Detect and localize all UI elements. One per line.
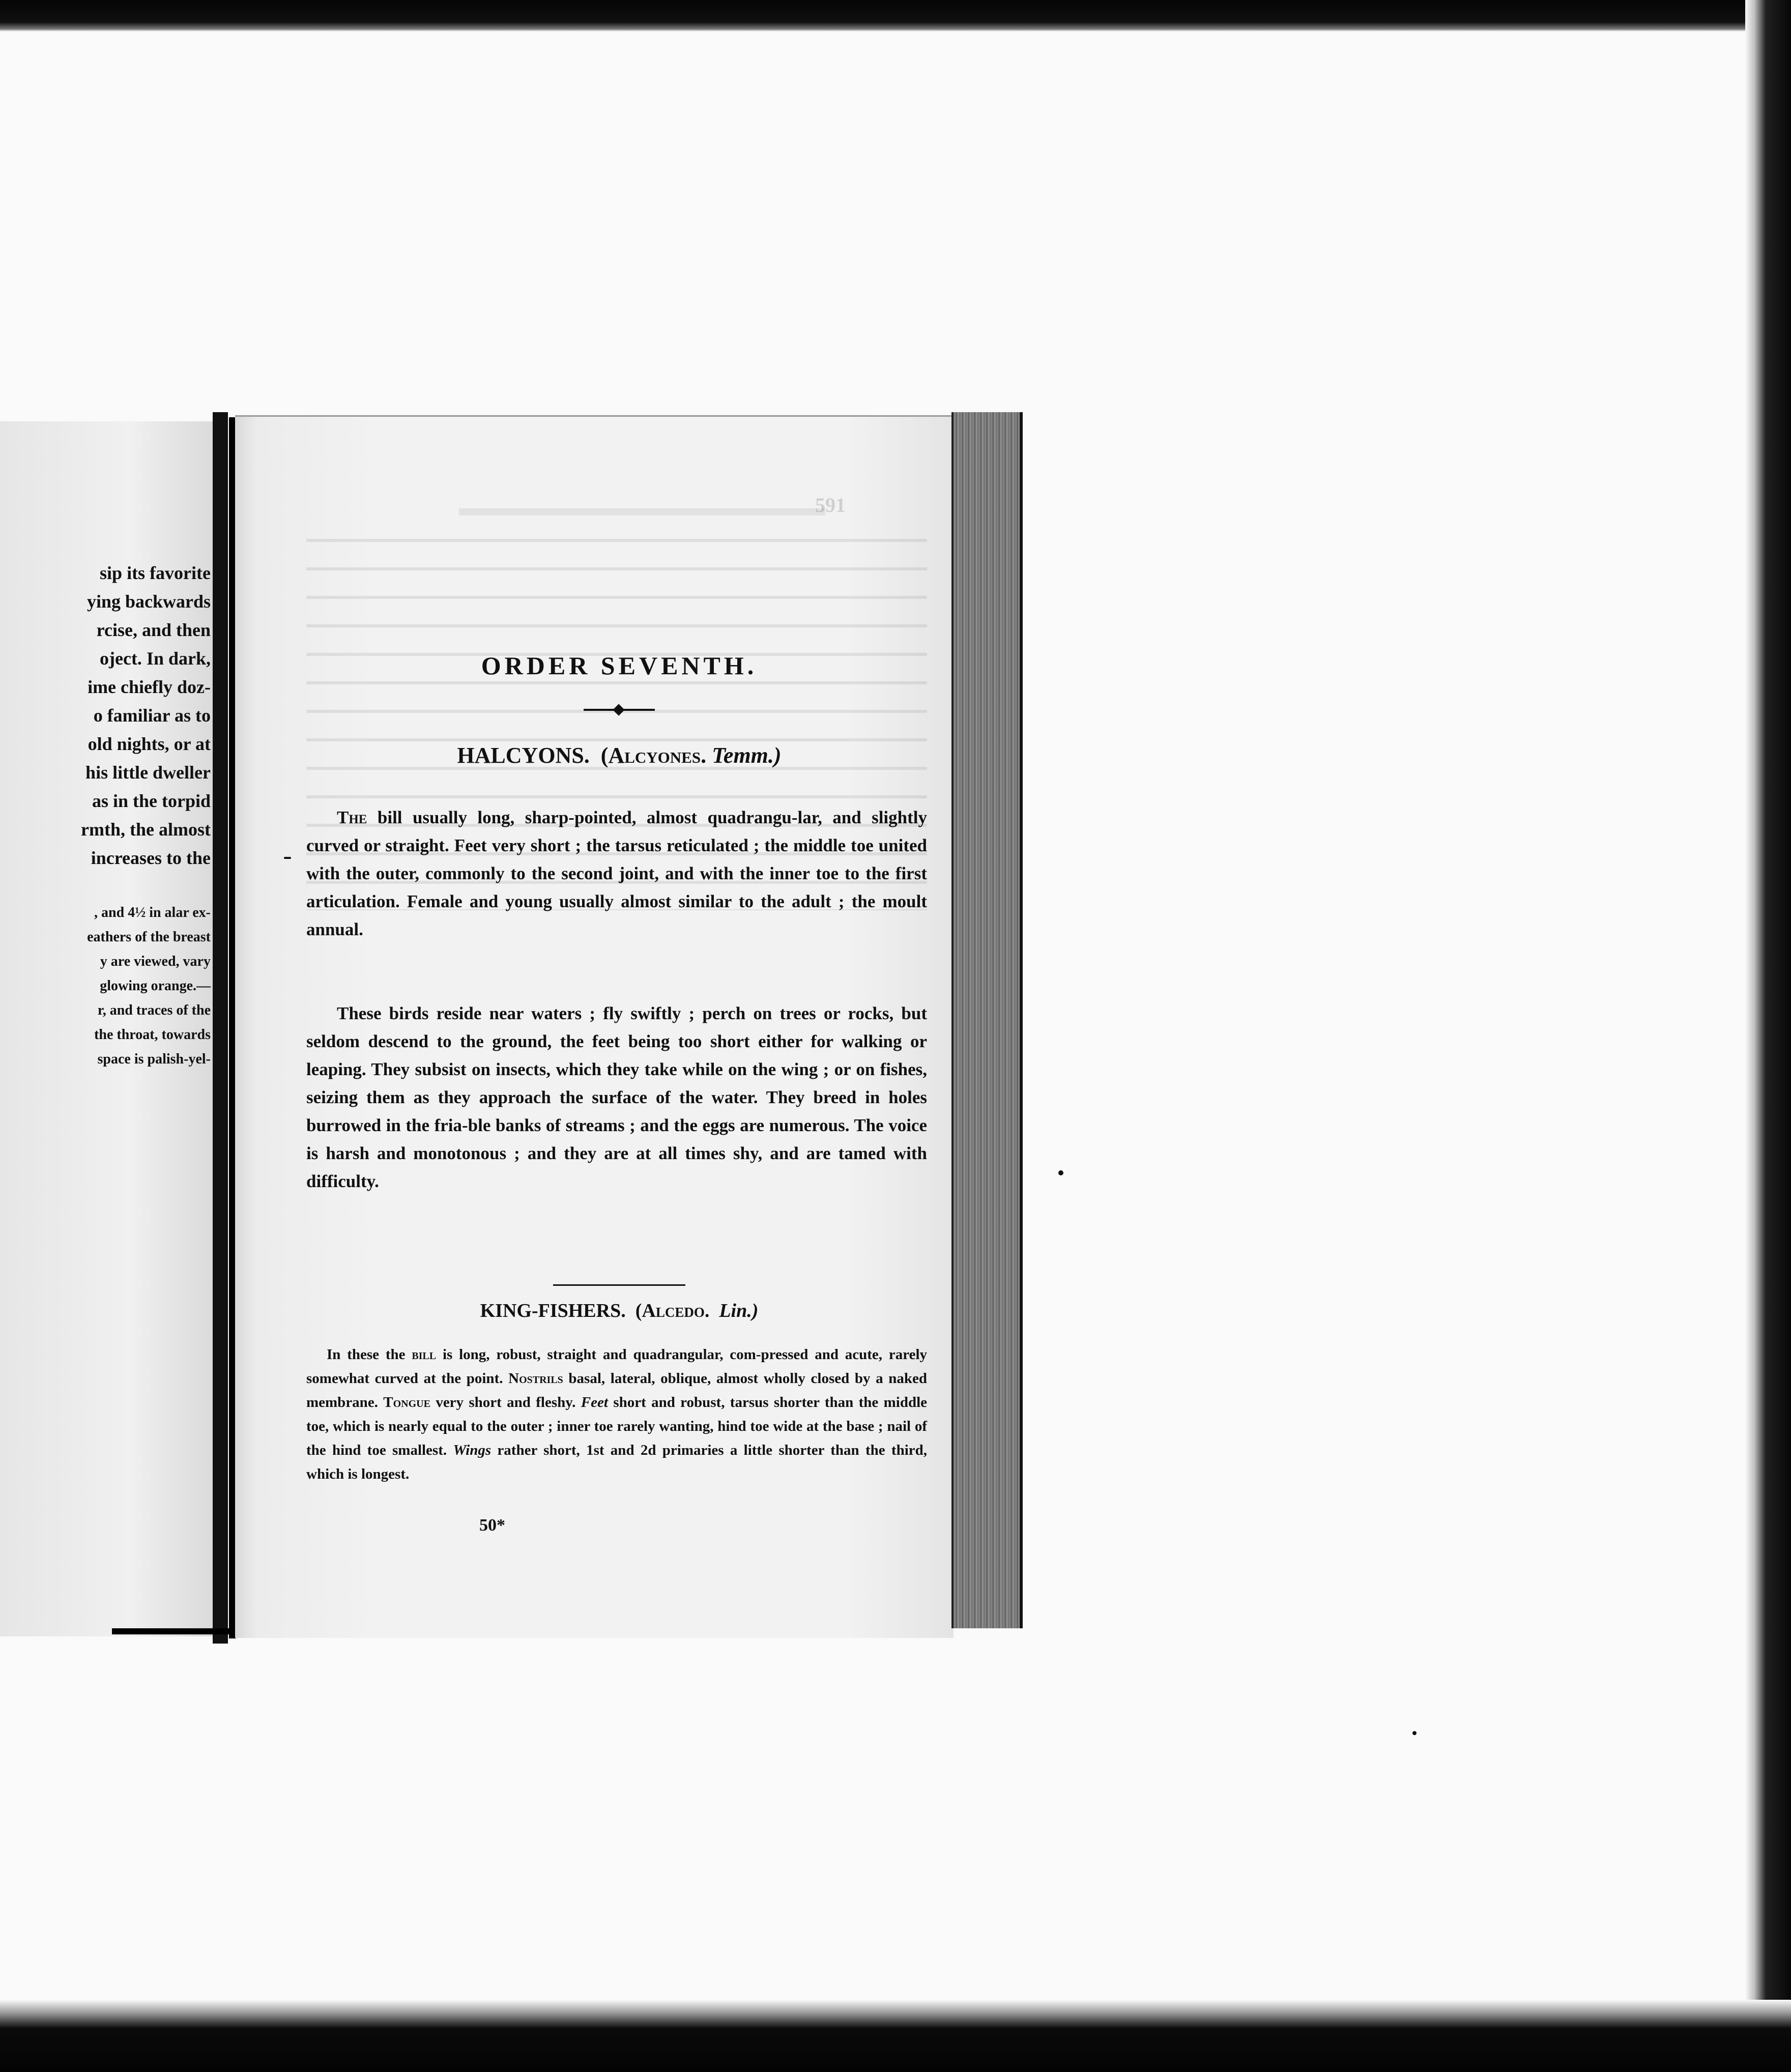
ornament-divider xyxy=(584,704,655,715)
genus-text: short and robust, tarsus shorter than the middle toe, which is nearly equal to the outer ; inner toe rarely wanting, hind toe wide at the base ; nail of the hind toe smallest. xyxy=(306,1394,928,1458)
left-page xyxy=(0,421,218,1636)
scan-edge-right xyxy=(1745,0,1791,2072)
paragraph-habits: These birds reside near waters ; fly swiftly ; perch on trees or rocks, but seldom descend to the ground, the feet being too short either for walking or leaping. They subsist on insects, which they take while on the wing ; or on fishes, seizing them as they approach the surface of the water. They breed in holes burrowed in the fria-ble banks of streams ; and the eggs are numerous. The voice is harsh and monotonous ; and they are at all times shy, and are tamed with difficulty. xyxy=(306,1003,927,1191)
section-authority: Temm.) xyxy=(712,743,782,768)
paragraph-characters xyxy=(306,803,927,943)
left-line: old nights, or at xyxy=(88,734,211,754)
left-line: as in the torpid xyxy=(92,791,211,811)
genus-latin-name: (Alcedo. xyxy=(635,1300,710,1321)
left-small-line: glowing orange.— xyxy=(100,978,211,994)
ornament-diamond xyxy=(613,704,624,715)
genus-term-nostrils: Nostrils xyxy=(508,1370,563,1387)
genus-term-wings: Wings xyxy=(453,1442,492,1458)
paragraph-lead-word: The xyxy=(337,808,367,827)
left-line: increases to the xyxy=(91,848,211,868)
genus-term-feet: Feet xyxy=(581,1394,608,1411)
paragraph-body: bill usually long, sharp-pointed, almost quadrangu-lar, and slightly curved or straight. Feet very short ; the tarsus reticulated ; the middle toe united with the outer, commonly to the second joint, and with the inner toe to the first articulation. Female and young usually almost similar to the adult ; the moult annual. xyxy=(306,808,927,939)
left-line: ime chiefly doz- xyxy=(88,677,211,697)
left-small-line: y are viewed, vary xyxy=(100,954,211,969)
left-small-line: eathers of the breast xyxy=(87,929,211,945)
show-through-page-number: 591 xyxy=(815,494,846,516)
open-book xyxy=(0,397,1028,1659)
left-small-line: space is palish-yel- xyxy=(97,1051,211,1067)
dust-speck xyxy=(1412,1731,1417,1735)
genus-term-bill: bill xyxy=(412,1346,437,1363)
left-line: his little dweller xyxy=(85,762,211,783)
left-line: rmth, the almost xyxy=(81,819,211,840)
section-heading xyxy=(306,742,932,768)
book-gutter xyxy=(213,412,228,1644)
show-through-header xyxy=(459,508,825,515)
section-title: HALCYONS. xyxy=(457,743,590,768)
genus-text: is long, robust, straight and quadrangular, com-pressed and acute, rarely somewhat curved at the point. xyxy=(306,1346,928,1387)
scan-edge-top xyxy=(0,0,1791,32)
left-line: o familiar as to xyxy=(93,705,211,726)
left-line: rcise, and then xyxy=(96,620,211,640)
left-small-line: r, and traces of the xyxy=(97,1002,211,1018)
genus-authority: Lin.) xyxy=(719,1300,759,1321)
left-line: oject. In dark, xyxy=(100,648,211,669)
section-latin-name: (Alcyones. xyxy=(600,743,707,768)
signature-mark: 50* xyxy=(479,1516,505,1535)
genus-description xyxy=(306,1343,927,1486)
right-page xyxy=(235,415,954,1638)
left-line: sip its favorite xyxy=(100,563,211,583)
page-block-edge xyxy=(951,412,1023,1628)
left-line: ying backwards xyxy=(86,591,211,612)
left-small-line: the throat, towards xyxy=(94,1027,211,1043)
left-page-text xyxy=(0,559,214,1072)
order-title: ORDER SEVENTH. xyxy=(481,651,758,680)
genus-text: very short and fleshy. xyxy=(436,1394,576,1411)
genus-text: basal, lateral, oblique, almost wholly closed by a naked membrane. xyxy=(306,1370,928,1411)
scan-edge-bottom xyxy=(0,2000,1791,2072)
page-bottom-edge xyxy=(112,1628,244,1634)
genus-term-tongue: Tongue xyxy=(383,1394,430,1411)
left-small-line: , and 4½ in alar ex- xyxy=(94,905,211,920)
genus-text: rather short, 1st and 2d primaries a little shorter than the third, which is longest. xyxy=(306,1442,928,1482)
left-gap xyxy=(0,872,214,901)
dust-speck xyxy=(284,857,291,859)
genus-title: KING-FISHERS. xyxy=(480,1300,626,1321)
genus-text: In these the xyxy=(327,1346,406,1363)
dust-speck xyxy=(1058,1170,1063,1175)
section-rule xyxy=(553,1284,685,1286)
genus-heading xyxy=(306,1300,932,1322)
